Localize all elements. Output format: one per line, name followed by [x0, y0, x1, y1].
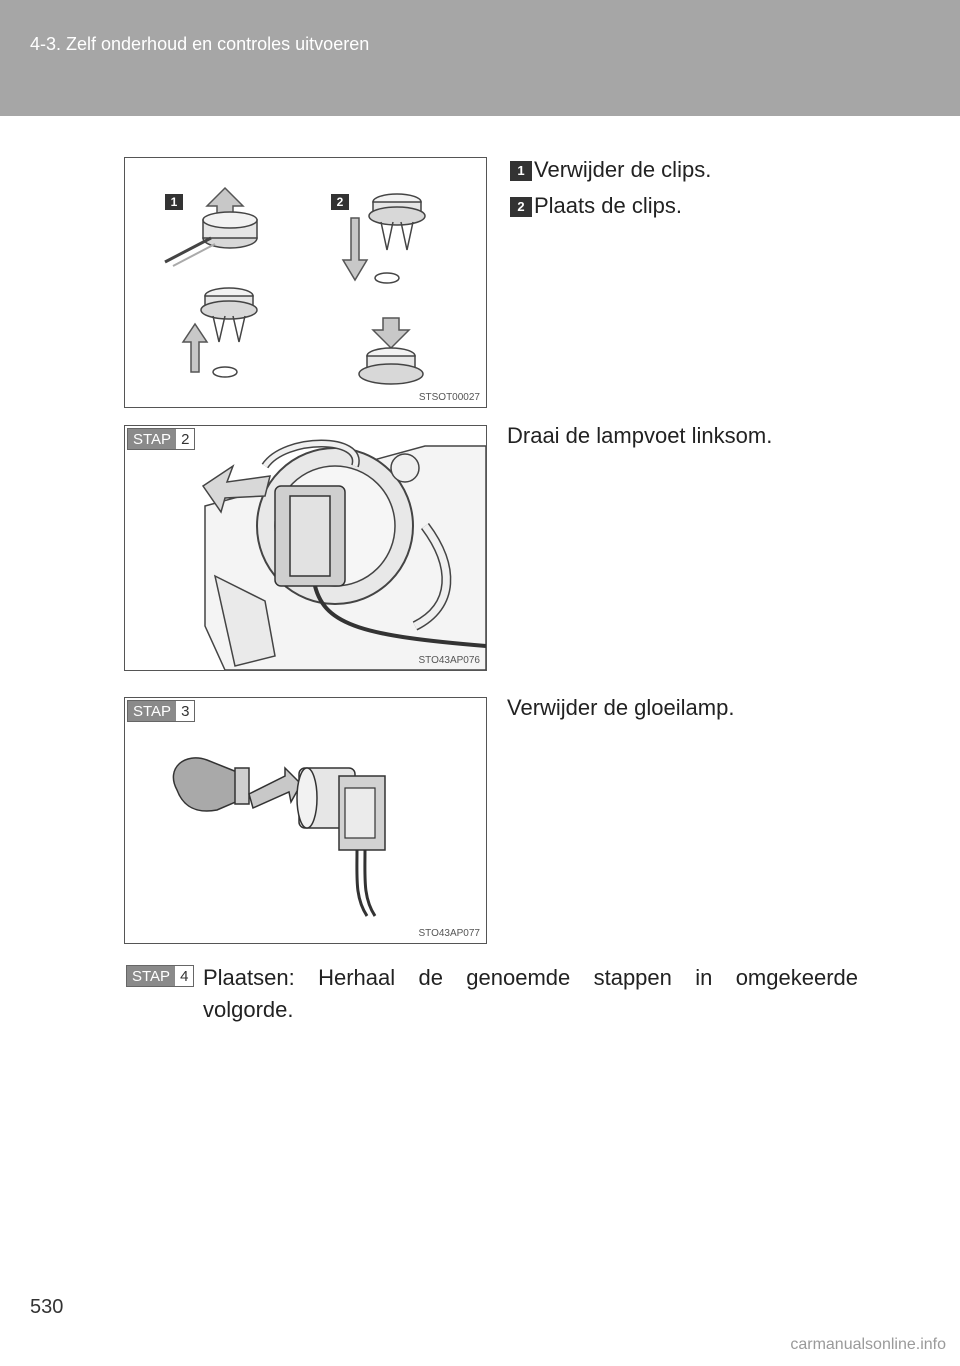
- clips-figure: [124, 157, 487, 408]
- step-badge-number: 2: [176, 429, 194, 449]
- clips-step-place: Plaats de clips.: [534, 193, 682, 218]
- page-number: 530: [30, 1296, 64, 1318]
- step-3-text: Verwijder de gloeilamp.: [507, 695, 735, 720]
- page-header: [0, 0, 960, 116]
- clip-marker-2: 2: [336, 195, 344, 209]
- step-badge: [127, 700, 195, 722]
- bulb-illustration: [125, 698, 486, 943]
- step-4-text-cont: volgorde.: [203, 997, 294, 1022]
- figure-code: STO43AP076: [418, 655, 480, 666]
- step-badge: [127, 428, 195, 450]
- bulb-figure: [124, 697, 487, 944]
- step-badge-label: STAP: [128, 429, 176, 449]
- number-1-icon: 1: [510, 161, 532, 181]
- step-4-text: Plaatsen: Herhaal de genoemde stappen in omgekeerde: [203, 965, 858, 990]
- number-2-icon: 2: [510, 197, 532, 217]
- section-title: 4-3. Zelf onderhoud en controles uitvoeren: [30, 34, 370, 54]
- clips-step-remove: Verwijder de clips.: [534, 157, 712, 182]
- step-4-badge: [126, 965, 194, 987]
- step-badge-label: STAP: [127, 966, 175, 986]
- figure-code: STSOT00027: [418, 392, 480, 403]
- figure-code: STO43AP077: [418, 928, 480, 939]
- step-badge-label: STAP: [128, 701, 176, 721]
- step-2-text: Draai de lampvoet linksom.: [507, 423, 773, 448]
- socket-figure: [124, 425, 487, 671]
- clip-marker-1: 1: [170, 195, 178, 209]
- socket-illustration: [125, 426, 486, 670]
- watermark: carmanualsonline.info: [790, 1336, 946, 1353]
- step-badge-number: 4: [175, 966, 193, 986]
- step-badge-number: 3: [176, 701, 194, 721]
- clips-illustration: [125, 158, 486, 407]
